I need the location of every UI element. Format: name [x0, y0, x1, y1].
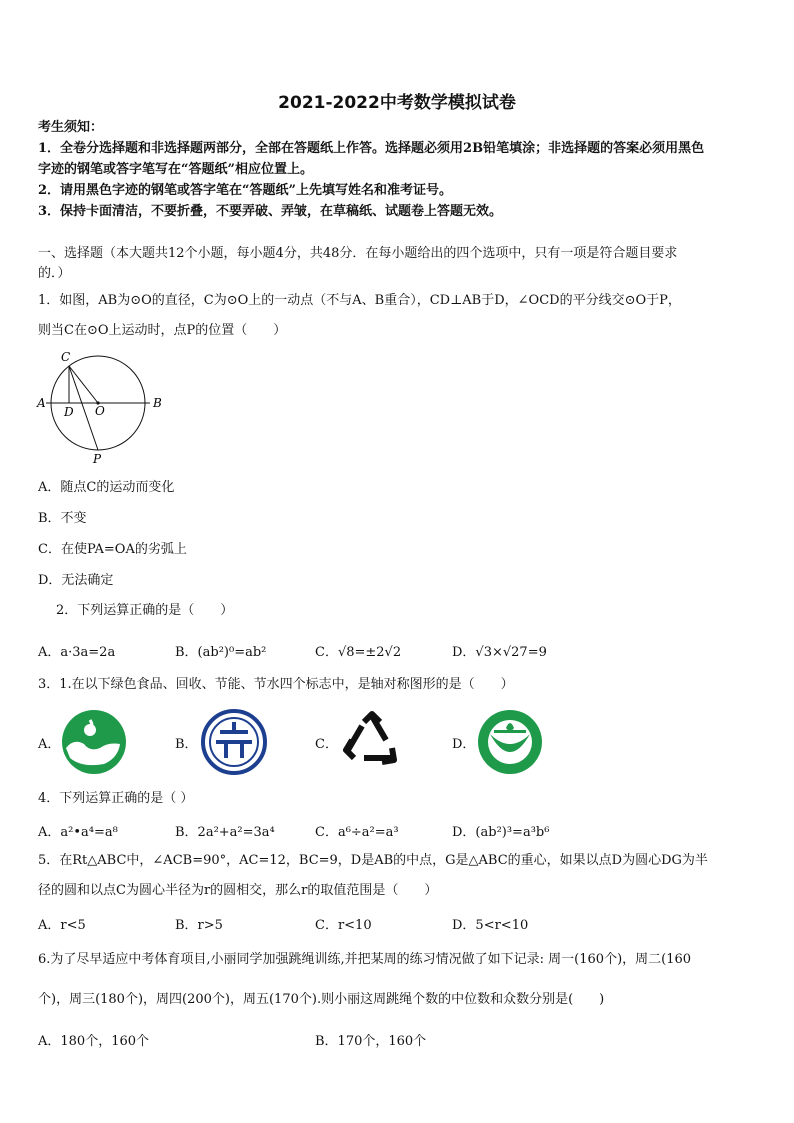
question-6-option-b: B．170个，160个 — [315, 1034, 427, 1049]
label-b: B — [153, 396, 162, 410]
label-a: A — [37, 396, 46, 410]
question-3-stem: 3．1.在以下绿色食品、回收、节能、节水四个标志中，是轴对称图形的是（ ） — [38, 677, 514, 692]
question-2-stem: 2．下列运算正确的是（ ） — [56, 603, 234, 618]
question-1-option-c: C．在使PA=OA的劣弧上 — [38, 542, 187, 557]
notice-line: 1．全卷分选择题和非选择题两部分，全部在答题纸上作答。选择题必须用2B铅笔填涂；非选择题的答案必须用黑色 — [38, 141, 705, 156]
question-1-option-b: B．不变 — [38, 511, 87, 526]
notice-line: 3．保持卡面清洁，不要折叠，不要弄破、弄皱，在草稿纸、试题卷上答题无效。 — [38, 204, 503, 219]
label-p: P — [93, 452, 102, 466]
question-6-stem: 6.为了尽早适应中考体育项目,小丽同学加强跳绳训练,并把某周的练习情况做了如下记录: 周一(160个)，周二(160 — [38, 952, 692, 967]
question-2-option-c: C．√8=±2√2 — [315, 645, 402, 660]
recycle-icon — [338, 708, 406, 776]
energy-saving-logo-icon — [200, 708, 268, 776]
question-2-option-d: D．√3×√27=9 — [452, 645, 547, 660]
question-3-option-c: C． — [315, 737, 338, 752]
question-1-stem: 1．如图，AB为⊙O的直径，C为⊙O上的一动点（不与A、B重合），CD⊥AB于D，∠OCD的平分线交⊙O于P， — [38, 293, 681, 308]
question-5-option-c: C．r<10 — [315, 918, 372, 933]
question-5-option-a: A．r<5 — [38, 918, 86, 933]
label-c: C — [61, 350, 71, 364]
question-4-option-c: C．a⁶÷a²=a³ — [315, 825, 399, 840]
water-saving-logo-icon — [476, 708, 544, 776]
question-3-option-b: B． — [175, 737, 198, 752]
question-2-option-a: A．a·3a=2a — [38, 645, 116, 660]
question-4-option-a: A．a²•a⁴=a⁸ — [38, 825, 118, 840]
label-d: D — [64, 405, 74, 419]
question-5-option-b: B．r>5 — [175, 918, 223, 933]
question-6-stem-cont: 个)，周三(180个)，周四(200个)，周五(170个).则小丽这周跳绳个数的中位数和众数分别是( ) — [38, 992, 605, 1007]
question-1-option-a: A．随点C的运动而变化 — [38, 480, 175, 495]
notice-line: 字迹的钢笔或答字笔写在“答题纸”相应位置上。 — [38, 162, 313, 177]
notice-line: 2．请用黑色字迹的钢笔或答字笔在“答题纸”上先填写姓名和准考证号。 — [38, 183, 453, 198]
question-6-option-a: A．180个，160个 — [38, 1034, 150, 1049]
question-3-option-a: A． — [38, 737, 61, 752]
question-4-stem: 4．下列运算正确的是（ ） — [38, 791, 194, 806]
question-5-option-d: D．5<r<10 — [452, 918, 529, 933]
question-4-option-b: B．2a²+a²=3a⁴ — [175, 825, 275, 840]
question-1-option-d: D．无法确定 — [38, 573, 114, 588]
label-o: O — [95, 404, 105, 418]
question-4-option-d: D．(ab²)³=a³b⁶ — [452, 825, 550, 840]
page-title: 2021-2022中考数学模拟试卷 — [278, 93, 516, 113]
question-5-stem-cont: 径的圆和以点C为圆心半径为r的圆相交，那么r的取值范围是（ ） — [38, 883, 438, 898]
green-food-logo-icon — [60, 708, 128, 776]
section-heading-cont: 的．） — [38, 266, 71, 281]
question-3-option-d: D． — [452, 737, 476, 752]
question-5-stem: 5．在Rt△ABC中，∠ACB=90°，AC=12，BC=9，D是AB的中点，G是△ABC的重心，如果以点D为圆心DG为半 — [38, 853, 708, 868]
question-1-stem-cont: 则当C在⊙O上运动时，点P的位置（ ） — [38, 323, 287, 338]
section-heading: 一、选择题（本大题共12个小题，每小题4分，共48分．在每小题给出的四个选项中，只有一项是符合题目要求 — [38, 246, 678, 261]
notice-heading: 考生须知： — [38, 120, 104, 135]
circle-geometry-figure — [34, 348, 164, 468]
question-2-option-b: B．(ab²)⁰=ab² — [175, 645, 267, 660]
